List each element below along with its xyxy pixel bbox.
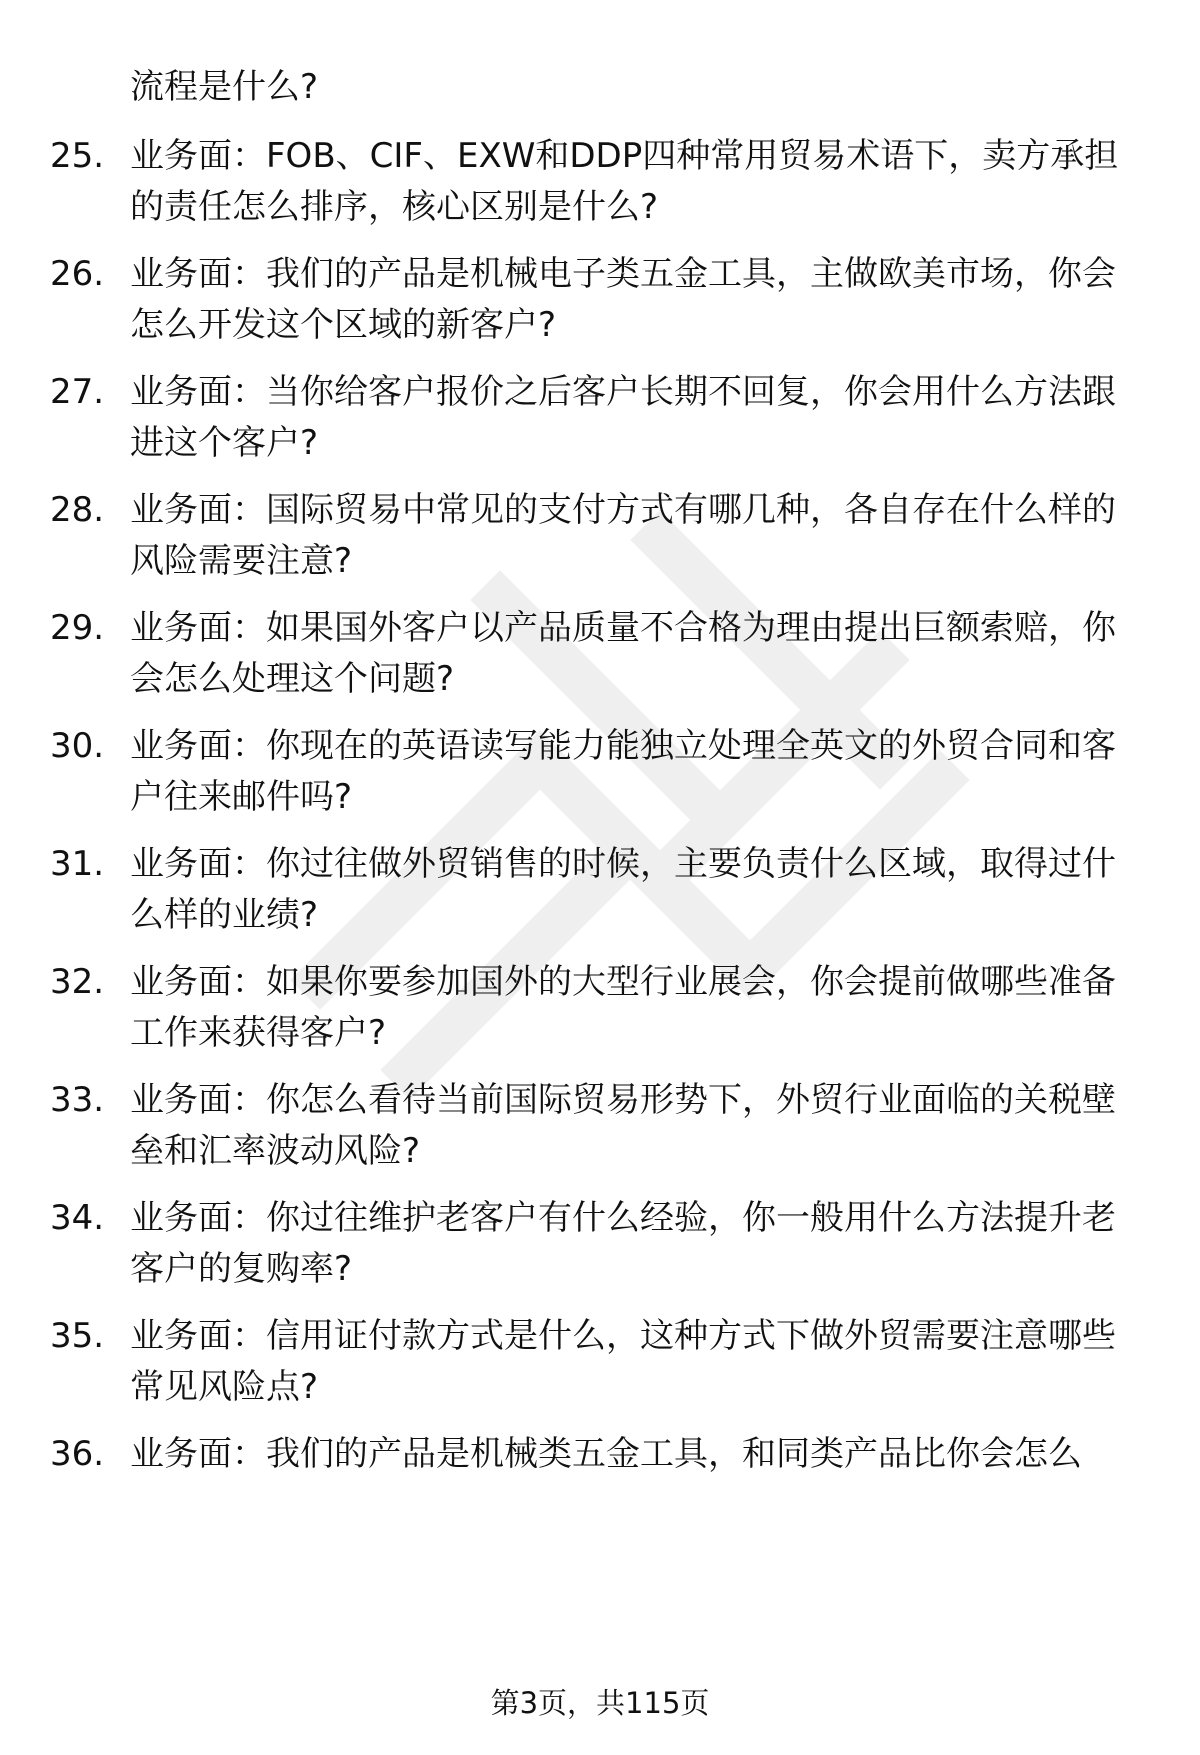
question-number: 32. (50, 962, 105, 1002)
question-number: 33. (50, 1080, 105, 1120)
question-item (50, 1193, 1150, 1295)
question-item (50, 249, 1150, 351)
question-number: 36. (50, 1434, 105, 1474)
continued-question-text: 流程是什么? (130, 67, 319, 107)
question-list (50, 131, 1150, 1480)
question-text: 业务面：你过往维护老客户有什么经验，你一般用什么方法提升老客户的复购率? (130, 1198, 1116, 1289)
question-item (50, 131, 1150, 233)
question-text: 业务面：我们的产品是机械电子类五金工具，主做欧美市场，你会怎么开发这个区域的新客户? (130, 254, 1116, 345)
question-item (50, 721, 1150, 823)
question-text: 业务面：如果你要参加国外的大型行业展会，你会提前做哪些准备工作来获得客户? (130, 962, 1116, 1053)
question-number: 29. (50, 608, 105, 648)
question-number: 26. (50, 254, 105, 294)
question-text: 业务面：我们的产品是机械类五金工具，和同类产品比你会怎么 (130, 1434, 1082, 1474)
question-number: 28. (50, 490, 105, 530)
question-item (50, 603, 1150, 705)
question-text: 业务面：如果国外客户以产品质量不合格为理由提出巨额索赔，你会怎么处理这个问题? (130, 608, 1116, 699)
question-item (50, 1311, 1150, 1413)
question-number: 35. (50, 1316, 105, 1356)
question-text: 业务面：你过往做外贸销售的时候，主要负责什么区域，取得过什么样的业绩? (130, 844, 1116, 935)
question-text: 业务面：国际贸易中常见的支付方式有哪几种，各自存在什么样的风险需要注意? (130, 490, 1116, 581)
question-item (50, 1429, 1150, 1480)
question-text: 业务面：你现在的英语读写能力能独立处理全英文的外贸合同和客户往来邮件吗? (130, 726, 1116, 817)
question-item (50, 957, 1150, 1059)
question-number: 25. (50, 136, 105, 176)
question-item (50, 485, 1150, 587)
question-number: 34. (50, 1198, 105, 1238)
question-number: 31. (50, 844, 105, 884)
question-text: 业务面：信用证付款方式是什么，这种方式下做外贸需要注意哪些常见风险点? (130, 1316, 1116, 1407)
question-text: 业务面：你怎么看待当前国际贸易形势下，外贸行业面临的关税壁垒和汇率波动风险? (130, 1080, 1116, 1171)
question-item (50, 1075, 1150, 1177)
question-section (50, 62, 1150, 1496)
question-item (50, 367, 1150, 469)
question-number: 30. (50, 726, 105, 766)
question-item (50, 839, 1150, 941)
page-footer: 第3页，共115页 (490, 1686, 710, 1720)
question-text: 业务面：当你给客户报价之后客户长期不回复，你会用什么方法跟进这个客户? (130, 372, 1116, 463)
question-number: 27. (50, 372, 105, 412)
question-text: 业务面：FOB、CIF、EXW和DDP四种常用贸易术语下，卖方承担的责任怎么排序，核心区别是什么? (130, 136, 1119, 227)
